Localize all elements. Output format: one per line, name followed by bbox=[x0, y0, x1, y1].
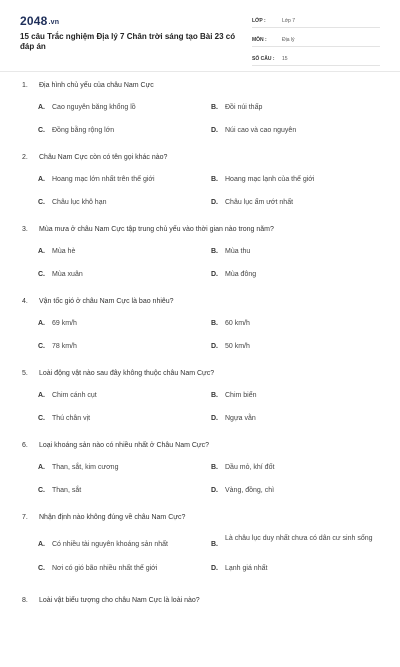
meta-value: Địa lý bbox=[282, 36, 295, 43]
question-number: 5. bbox=[22, 370, 28, 377]
question-number: 2. bbox=[22, 154, 28, 161]
option-text: Than, sắt, kim cương bbox=[52, 464, 119, 471]
question-text: Loại khoáng sản nào có nhiều nhất ở Châu Nam Cực? bbox=[39, 442, 209, 449]
option-text: Châu lục ẩm ướt nhất bbox=[225, 199, 294, 206]
option-d[interactable] bbox=[211, 341, 375, 352]
option-letter: C. bbox=[38, 343, 45, 350]
option-letter: B. bbox=[211, 464, 218, 471]
question-list bbox=[0, 80, 400, 667]
meta-value: 15 bbox=[282, 55, 288, 62]
option-b[interactable] bbox=[211, 533, 375, 550]
question-number: 6. bbox=[22, 442, 28, 449]
option-letter: A. bbox=[38, 541, 45, 548]
question-text: Địa hình chủ yếu của châu Nam Cực bbox=[39, 82, 154, 89]
option-text: Vàng, đồng, chì bbox=[225, 487, 275, 494]
option-letter: B. bbox=[211, 541, 218, 548]
meta-label: SỐ CÂU : bbox=[252, 55, 275, 62]
option-letter: C. bbox=[38, 199, 45, 206]
option-letter: A. bbox=[38, 320, 45, 327]
option-text: Chim biển bbox=[225, 392, 257, 399]
option-text: Hoang mạc lạnh của thế giới bbox=[225, 176, 315, 183]
option-letter: D. bbox=[211, 565, 218, 572]
option-letter: D. bbox=[211, 127, 218, 134]
option-letter: D. bbox=[211, 343, 218, 350]
option-letter: B. bbox=[211, 104, 218, 111]
option-letter: A. bbox=[38, 248, 45, 255]
question-item bbox=[0, 440, 400, 512]
option-d[interactable] bbox=[211, 485, 375, 496]
question-item bbox=[0, 595, 400, 667]
option-letter: C. bbox=[38, 415, 45, 422]
option-b[interactable] bbox=[211, 246, 375, 257]
question-number: 1. bbox=[22, 82, 28, 89]
page-title: 15 câu Trắc nghiệm Địa lý 7 Chân trời sáng tạo Bài 23 có đáp án bbox=[20, 32, 236, 51]
option-c[interactable] bbox=[38, 341, 202, 352]
option-c[interactable] bbox=[38, 125, 202, 136]
site-logo[interactable] bbox=[20, 14, 59, 28]
option-text: Cao nguyên băng khổng lồ bbox=[52, 104, 136, 111]
question-number: 8. bbox=[22, 597, 28, 604]
option-text: Núi cao và cao nguyên bbox=[225, 127, 297, 134]
option-c[interactable] bbox=[38, 413, 202, 424]
question-number: 4. bbox=[22, 298, 28, 305]
question-text: Châu Nam Cực còn có tên gọi khác nào? bbox=[39, 154, 168, 161]
question-item bbox=[0, 296, 400, 368]
header-divider bbox=[0, 71, 400, 72]
logo-text: 2048 bbox=[20, 14, 48, 28]
option-c[interactable] bbox=[38, 485, 202, 496]
option-b[interactable] bbox=[211, 318, 375, 329]
option-d[interactable] bbox=[211, 125, 375, 136]
option-text: Đồng bằng rộng lớn bbox=[52, 127, 115, 134]
option-text: Thú chân vịt bbox=[52, 415, 91, 422]
option-text: Ngựa vằn bbox=[225, 415, 256, 422]
option-text: Than, sắt bbox=[52, 487, 82, 494]
option-b[interactable] bbox=[211, 174, 375, 185]
option-d[interactable] bbox=[211, 563, 375, 574]
option-text: 50 km/h bbox=[225, 343, 250, 350]
option-d[interactable] bbox=[211, 413, 375, 424]
meta-label: LỚP : bbox=[252, 17, 266, 24]
option-letter: B. bbox=[211, 248, 218, 255]
question-item bbox=[0, 224, 400, 296]
option-a[interactable] bbox=[38, 174, 202, 185]
option-text: Đồi núi thấp bbox=[225, 104, 263, 111]
question-text: Nhận định nào không đúng về châu Nam Cực? bbox=[39, 514, 186, 521]
option-a[interactable] bbox=[38, 246, 202, 257]
page-header bbox=[0, 0, 400, 70]
question-text: Loài vật biểu tượng cho châu Nam Cực là loài nào? bbox=[39, 597, 200, 604]
option-letter: D. bbox=[211, 271, 218, 278]
option-text: Chim cánh cụt bbox=[52, 392, 97, 399]
option-text: Lạnh giá nhất bbox=[225, 565, 268, 572]
meta-row-subject bbox=[252, 33, 380, 47]
option-text: Châu lục khô hạn bbox=[52, 199, 107, 206]
option-text: Hoang mạc lớn nhất trên thế giới bbox=[52, 176, 155, 183]
option-letter: B. bbox=[211, 320, 218, 327]
option-letter: A. bbox=[38, 392, 45, 399]
option-c[interactable] bbox=[38, 197, 202, 208]
question-item bbox=[0, 152, 400, 224]
option-letter: C. bbox=[38, 127, 45, 134]
option-letter: D. bbox=[211, 199, 218, 206]
option-letter: B. bbox=[211, 176, 218, 183]
option-text: Có nhiều tài nguyên khoáng sản nhất bbox=[52, 541, 168, 548]
option-letter: A. bbox=[38, 464, 45, 471]
option-a[interactable] bbox=[38, 390, 202, 401]
option-a[interactable] bbox=[38, 462, 202, 473]
meta-row-class bbox=[252, 14, 380, 28]
option-letter: C. bbox=[38, 565, 45, 572]
option-c[interactable] bbox=[38, 563, 202, 574]
question-text: Vận tốc gió ở châu Nam Cực là bao nhiêu? bbox=[39, 298, 174, 305]
option-d[interactable] bbox=[211, 269, 375, 280]
meta-row-count bbox=[252, 52, 380, 66]
option-c[interactable] bbox=[38, 269, 202, 280]
option-b[interactable] bbox=[211, 462, 375, 473]
option-letter: C. bbox=[38, 487, 45, 494]
option-letter: C. bbox=[38, 271, 45, 278]
quiz-meta bbox=[252, 14, 380, 71]
question-item bbox=[0, 80, 400, 152]
option-letter: A. bbox=[38, 104, 45, 111]
option-d[interactable] bbox=[211, 197, 375, 208]
question-text: Mùa mưa ở châu Nam Cực tập trung chủ yếu vào thời gian nào trong năm? bbox=[39, 226, 274, 233]
question-item bbox=[0, 512, 400, 595]
option-text: Mùa đông bbox=[225, 271, 257, 278]
option-text: 60 km/h bbox=[225, 320, 250, 327]
option-letter: B. bbox=[211, 392, 218, 399]
question-item bbox=[0, 368, 400, 440]
question-number: 7. bbox=[22, 514, 28, 521]
option-letter: A. bbox=[38, 176, 45, 183]
option-b[interactable] bbox=[211, 102, 375, 113]
question-number: 3. bbox=[22, 226, 28, 233]
option-b[interactable] bbox=[211, 390, 375, 401]
option-text: Là châu lục duy nhất chưa có dân cư sinh sống bbox=[225, 535, 373, 542]
meta-value: Lớp 7 bbox=[282, 17, 296, 24]
option-text: Nơi có gió bão nhiều nhất thế giới bbox=[52, 565, 158, 572]
option-a[interactable] bbox=[38, 539, 202, 550]
option-a[interactable] bbox=[38, 102, 202, 113]
option-text: Mùa thu bbox=[225, 248, 251, 255]
option-letter: D. bbox=[211, 415, 218, 422]
logo-suffix: .vn bbox=[48, 19, 60, 26]
option-text: 69 km/h bbox=[52, 320, 77, 327]
option-letter: D. bbox=[211, 487, 218, 494]
meta-label: MÔN : bbox=[252, 36, 267, 43]
option-text: Dầu mỏ, khí đốt bbox=[225, 464, 275, 471]
question-text: Loài động vật nào sau đây không thuộc châu Nam Cực? bbox=[39, 370, 215, 377]
option-a[interactable] bbox=[38, 318, 202, 329]
option-text: 78 km/h bbox=[52, 343, 77, 350]
option-text: Mùa hè bbox=[52, 248, 76, 255]
option-text: Mùa xuân bbox=[52, 271, 83, 278]
